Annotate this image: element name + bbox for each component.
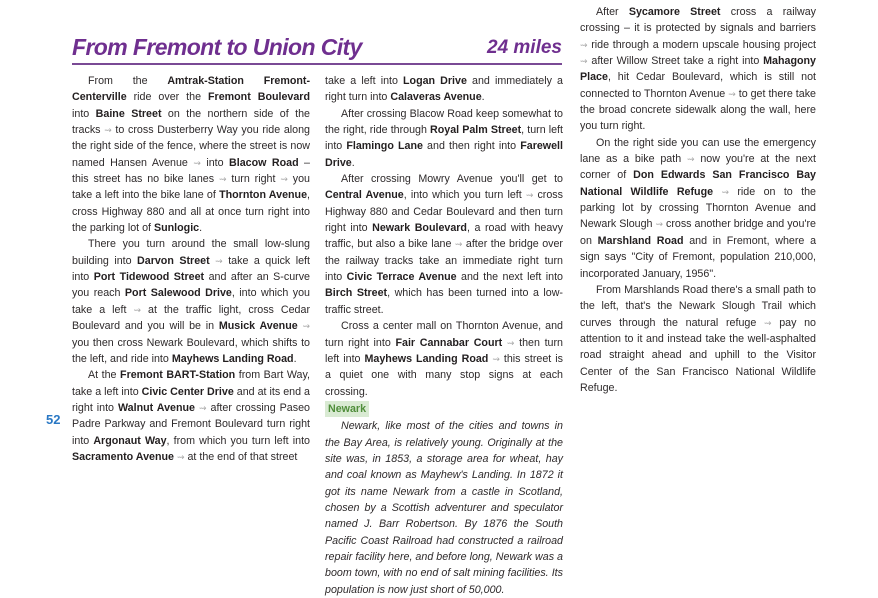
- route-arrow-icon: ⇝: [686, 154, 695, 165]
- paragraph: After Sycamore Street cross a railway crossing – it is protected by signals and barriers ⇝ ride through a modern upscale housing project ⇝ after Willow Street take a right into Mahagony Place, hit Cedar Boulevard, which is still not connected to Thornton Avenue ⇝ to get there take the broad concrete sidewalk along the wall, here you turn right.: [580, 6, 816, 133]
- page-number: 52: [46, 412, 61, 427]
- route-arrow-icon: ⇝: [763, 317, 772, 328]
- text-column-3: [580, 4, 816, 396]
- paragraph: From the Amtrak-Station Fremont-Centerville ride over the Fremont Boulevard into Baine Street on the northern side of the tracks ⇝ to cross Dusterberry Way you ride along the right side of the fence, where the street is now named Hansen Avenue ⇝ into Blacow Road – this street has no bike lanes ⇝ turn right ⇝ you take a left into the bike lane of Thornton Avenue, cross Highway 880 and all at once turn right into the parking lot of Sunlogic.: [72, 75, 311, 235]
- route-arrow-icon: ⇝: [525, 190, 534, 201]
- route-arrow-icon: ⇝: [728, 88, 736, 99]
- route-arrow-icon: ⇝: [215, 255, 223, 266]
- paragraph: Cross a center mall on Thornton Avenue, and turn right into Fair Cannabar Court ⇝ then turn left into Mayhews Landing Road ⇝ this street is a quiet one with many stop signs at each crossing.: [325, 320, 563, 398]
- route-arrow-icon: ⇝: [133, 304, 141, 315]
- route-arrow-icon: ⇝: [218, 174, 227, 185]
- route-arrow-icon: ⇝: [454, 239, 463, 250]
- route-arrow-icon: ⇝: [492, 353, 500, 364]
- route-arrow-icon: ⇝: [655, 219, 664, 230]
- route-arrow-icon: ⇝: [176, 451, 185, 462]
- route-arrow-icon: ⇝: [280, 174, 288, 185]
- chapter-header: [72, 34, 562, 64]
- route-arrow-icon: ⇝: [193, 157, 201, 168]
- route-arrow-icon: ⇝: [198, 402, 207, 413]
- paragraph: After crossing Blacow Road keep somewhat to the right, ride through Royal Palm Street, turn left into Flamingo Lane and then right into Farewell Drive.: [325, 107, 563, 169]
- route-arrow-icon: ⇝: [721, 186, 729, 197]
- paragraph: take a left into Logan Drive and immediately a right turn into Calaveras Avenue.: [325, 75, 564, 104]
- paragraph: On the right side you can use the emergency lane as a bike path ⇝ now you're at the next corner of Don Edwards San Francisco Bay National Wildlife Refuge ⇝ ride on to the parking lot by crossing Thornton Avenue and Newark Slough ⇝ cross another bridge and you're on Marshland Road and in Fremont, where a sign says "City of Fremont, population 210,000, incorporated January, 1956".: [580, 136, 817, 280]
- paragraph: There you turn around the small low-slung building into Darvon Street ⇝ take a quick left into Port Tidewood Street and after an S-curve you reach Port Salewood Drive, into which you take a left ⇝ at the traffic light, cross Cedar Boulevard and you will be in Musick Avenue ⇝ you then cross Newark Boulevard, which shifts to the left, and ride into Mayhews Landing Road.: [72, 238, 311, 365]
- route-arrow-icon: ⇝: [580, 56, 588, 67]
- paragraph: After crossing Mowry Avenue you'll get to Central Avenue, into which you turn left ⇝ cross Highway 880 and Cedar Boulevard and then turn right into Newark Boulevard, a road with heavy traffic, but also a bike lane ⇝ after the bridge over the railway tracks take an immediate right turn into Civic Terrace Avenue and the next left into Birch Street, which has been turned into a low-traffic street.: [325, 173, 563, 316]
- history-paragraph: Newark, like most of the cities and towns in the Bay Area, is relatively young. Originally at the site was, in 1853, a storage area for wheat, hay and coal known as Mayhew's Landing. In 1872 it got its name Newark from a castle in Scotland, chosen by a Scottish adventurer and speculator named J. Barr Robertson. By 1876 the South Pacific Coast Railroad had constructed a railroad repair facility here, and before long, Newark was a boom town, with no end of salt mining facilities. Its population is now just short of 50,000.: [325, 420, 563, 596]
- text-column-1: [72, 73, 310, 465]
- route-arrow-icon: ⇝: [580, 39, 588, 50]
- paragraph: From Marshlands Road there's a small path to the left, that's the Newark Slough Trail which curves through the natural refuge ⇝ pay no attention to it and instead take the well-asphalted road straight ahead and uphill to the Visitor Center of the San Francisco National Wildlife Refuge.: [580, 283, 816, 394]
- route-arrow-icon: ⇝: [104, 125, 112, 136]
- route-distance: 24 miles: [487, 37, 562, 58]
- route-arrow-icon: ⇝: [506, 337, 515, 348]
- text-column-2: [325, 73, 563, 598]
- paragraph: At the Fremont BART-Station from Bart Way, take a left into Civic Center Drive and at its end a right into Walnut Avenue ⇝ after crossing Paseo Padre Parkway and Fremont Boulevard turn right into Argonaut Way, from which you turn left into Sacramento Avenue ⇝ at the end of that street: [72, 369, 310, 463]
- section-heading: Newark: [325, 400, 563, 418]
- route-arrow-icon: ⇝: [302, 321, 311, 332]
- title-underline: [72, 63, 562, 65]
- chapter-title: From Fremont to Union City: [72, 34, 362, 60]
